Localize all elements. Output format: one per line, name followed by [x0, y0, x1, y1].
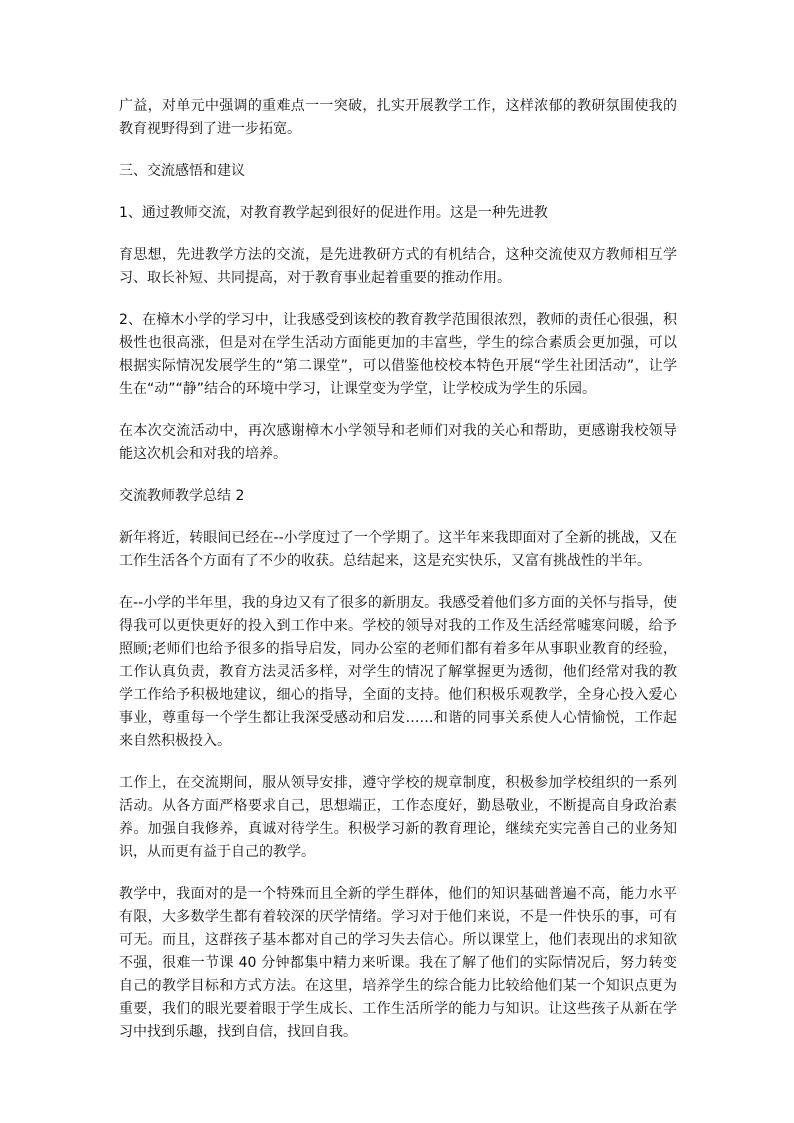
paragraph-teaching: 教学中，我面对的是一个特殊而且全新的学生群体，他们的知识基础普遍不高，能力水平有限，大多数学生都有着较深的厌学情绪。学习对于他们来说，不是一件快乐的事，可有可无。而且，这群孩子基本都对自己的学习失去信心。所以课堂上，他们表现出的求知欲不强，很难一节课 40 分钟都集中精力来听课。我在了解了他们的实际情况后，努力转变自己的教学目标和方式方法。在这里，培养学生的综合能力比较给他们某一个知识点更为重要，我们的眼光要着眼于学生成长、工作生活所学的能力与知识。让这些孩子从新在学习中找到乐趣，找到自信，找回自我。 [119, 886, 677, 1040]
suggestion-item-1-line: 1、通过教师交流，对教育教学起到很好的促进作用。这是一种先进教 [119, 205, 548, 221]
paragraph-new-year: 新年将近，转眼间已经在--小学度过了一个学期了。这半年来我即面对了全新的挑战，又在工作生活各个方面有了不少的收获。总结起来，这是充实快乐，又富有挑战性的半年。 [119, 530, 677, 569]
suggestion-item-2: 2、在樟木小学的学习中，让我感受到该校的教育教学范围很浓烈，教师的责任心很强，积极性也很高涨，但是对在学生活动方面能更加的丰富些，学生的综合素质会更加强，可以根据实际情况发展学生的“第二课堂”，可以借鉴他校校本特色开展“学生社团活动”，让学生在“动”“静”结合的环境中学习，让课堂变为学堂，让学校成为学生的乐园。 [119, 312, 677, 397]
section-heading-3: 三、交流感悟和建议 [119, 163, 245, 179]
paragraph-work: 工作上，在交流期间，服从领导安排，遵守学校的规章制度，积极参加学校组织的一系列活动。从各方面严格要求自己，思想端正，工作态度好，勤恳敬业，不断提高自身政治素养。加强自我修养，真诚对待学生。积极学习新的教育理论，继续充实完善自己的业务知识，从而更有益于自己的教学。 [119, 775, 677, 860]
summary-2-title: 交流教师教学总结 2 [119, 488, 245, 504]
document-page [119, 95, 677, 1063]
paragraph-thanks: 在本次交流活动中，再次感谢樟木小学领导和老师们对我的关心和帮助，更感谢我校领导能这次机会和对我的培养。 [119, 423, 677, 462]
suggestion-item-1-continuation: 育思想，先进教学方法的交流，是先进教研方式的有机结合，这种交流使双方教师相互学习、取长补短、共同提高，对于教育事业起着重要的推动作用。 [119, 247, 677, 286]
paragraph-new-friends: 在--小学的半年里，我的身边又有了很多的新朋友。我感受着他们多方面的关怀与指导，使得我可以更快更好的投入到工作中来。学校的领导对我的工作及生活经常嘘寒问暖，给予照顾;老师们也给予很多的指导启发，同办公室的老师们都有着多年从事职业教育的经验，工作认真负责，教育方法灵活多样，对学生的情况了解掌握更为透彻，他们经常对我的教学工作给予积极地建议，细心的指导，全面的支持。他们积极乐观教学，全身心投入爱心事业，尊重每一个学生都让我深受感动和启发……和谐的同事关系使人心情愉悦，工作起来自然积极投入。 [119, 595, 677, 749]
paragraph-intro-continuation: 广益，对单元中强调的重难点一一突破，扎实开展教学工作，这样浓郁的教研氛围使我的教育视野得到了进一步拓宽。 [119, 98, 677, 137]
